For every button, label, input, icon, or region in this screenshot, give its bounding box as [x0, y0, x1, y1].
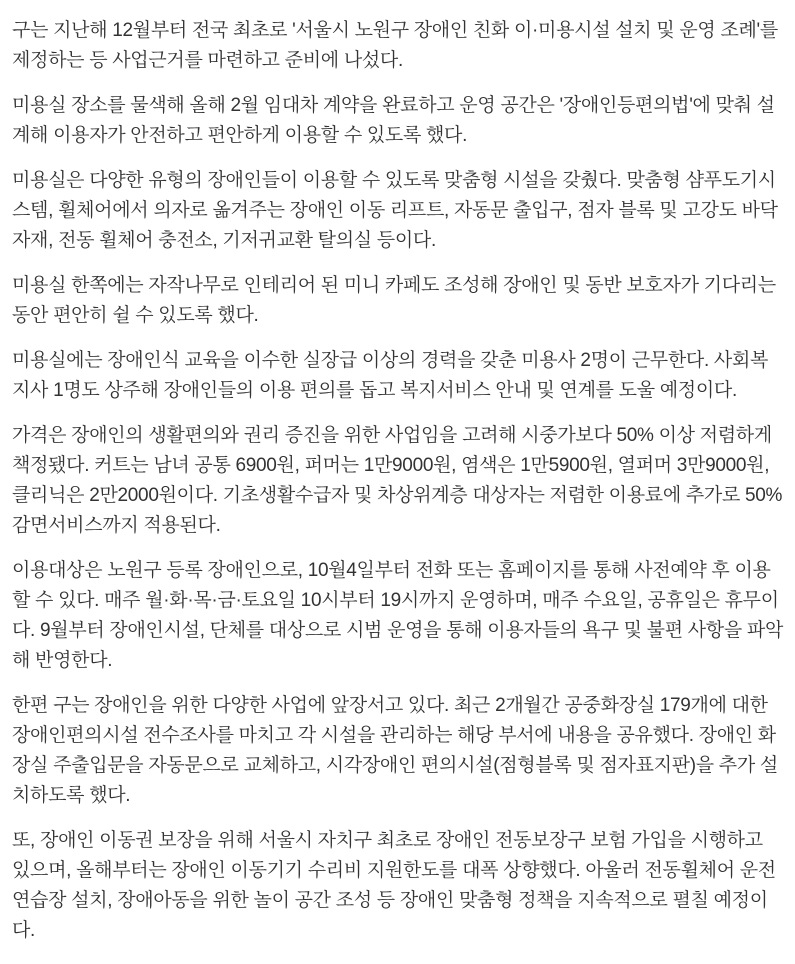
article-paragraph: 가격은 장애인의 생활편의와 권리 증진을 위한 사업임을 고려해 시중가보다 50% 이상 저렴하게 책정됐다. 커트는 남녀 공통 6900원, 퍼머는 1만9000원, 염색은 1만5900원, 열퍼머 3만9000원, 클리닉은 2만2000원이다. 기초생활수급자 및 차상위계층 대상자는 저렴한 이용료에 추가로 50% 감면서비스까지 적용된다.	[12, 425, 783, 536]
article-paragraph: 미용실 한쪽에는 자작나무로 인테리어 된 미니 카페도 조성해 장애인 및 동반 보호자가 기다리는 동안 편안히 쉴 수 있도록 했다.	[12, 275, 776, 326]
article-paragraph: 미용실에는 장애인식 교육을 이수한 실장급 이상의 경력을 갖춘 미용사 2명이 근무한다. 사회복지사 1명도 상주해 장애인들의 이용 편의를 돕고 복지서비스 안내 및 연계를 도울 예정이다.	[12, 350, 769, 401]
article-paragraph: 구는 지난해 12월부터 전국 최초로 '서울시 노원구 장애인 친화 이·미용시설 설치 및 운영 조례'를 제정하는 등 사업근거를 마련하고 준비에 나섰다.	[12, 20, 778, 71]
article-paragraph: 미용실 장소를 물색해 올해 2월 임대차 계약을 완료하고 운영 공간은 '장애인등편의법'에 맞춰 설계해 이용자가 안전하고 편안하게 이용할 수 있도록 했다.	[12, 95, 775, 146]
article-paragraph: 미용실은 다양한 유형의 장애인들이 이용할 수 있도록 맞춤형 시설을 갖췄다. 맞춤형 샴푸도기시스템, 휠체어에서 의자로 옮겨주는 장애인 이동 리프트, 자동문 출입구, 점자 블록 및 고강도 바닥자재, 전동 휠체어 충전소, 기저귀교환 탈의실 등이다.	[12, 170, 778, 251]
article-paragraph: 이용대상은 노원구 등록 장애인으로, 10월4일부터 전화 또는 홈페이지를 통해 사전예약 후 이용할 수 있다. 매주 월·화·목·금·토요일 10시부터 19시까지 운영하며, 매주 수요일, 공휴일은 휴무이다. 9월부터 장애인시설, 단체를 대상으로 시범 운영을 통해 이용자들의 욕구 및 불편 사항을 파악해 반영한다.	[12, 560, 784, 671]
article-paragraph: 또, 장애인 이동권 보장을 위해 서울시 자치구 최초로 장애인 전동보장구 보험 가입을 시행하고 있으며, 올해부터는 장애인 이동기기 수리비 지원한도를 대폭 상향했다. 아울러 전동휠체어 운전연습장 설치, 장애아동을 위한 놀이 공간 조성 등 장애인 맞춤형 정책을 지속적으로 펼칠 예정이다.	[12, 830, 776, 941]
article-paragraph: 한편 구는 장애인을 위한 다양한 사업에 앞장서고 있다. 최근 2개월간 공중화장실 179개에 대한 장애인편의시설 전수조사를 마치고 각 시설을 관리하는 해당 부서에 내용을 공유했다. 장애인 화장실 주출입문을 자동문으로 교체하고, 시각장애인 편의시설(점형블록 및 점자표지판)을 추가 설치하도록 했다.	[12, 695, 778, 806]
